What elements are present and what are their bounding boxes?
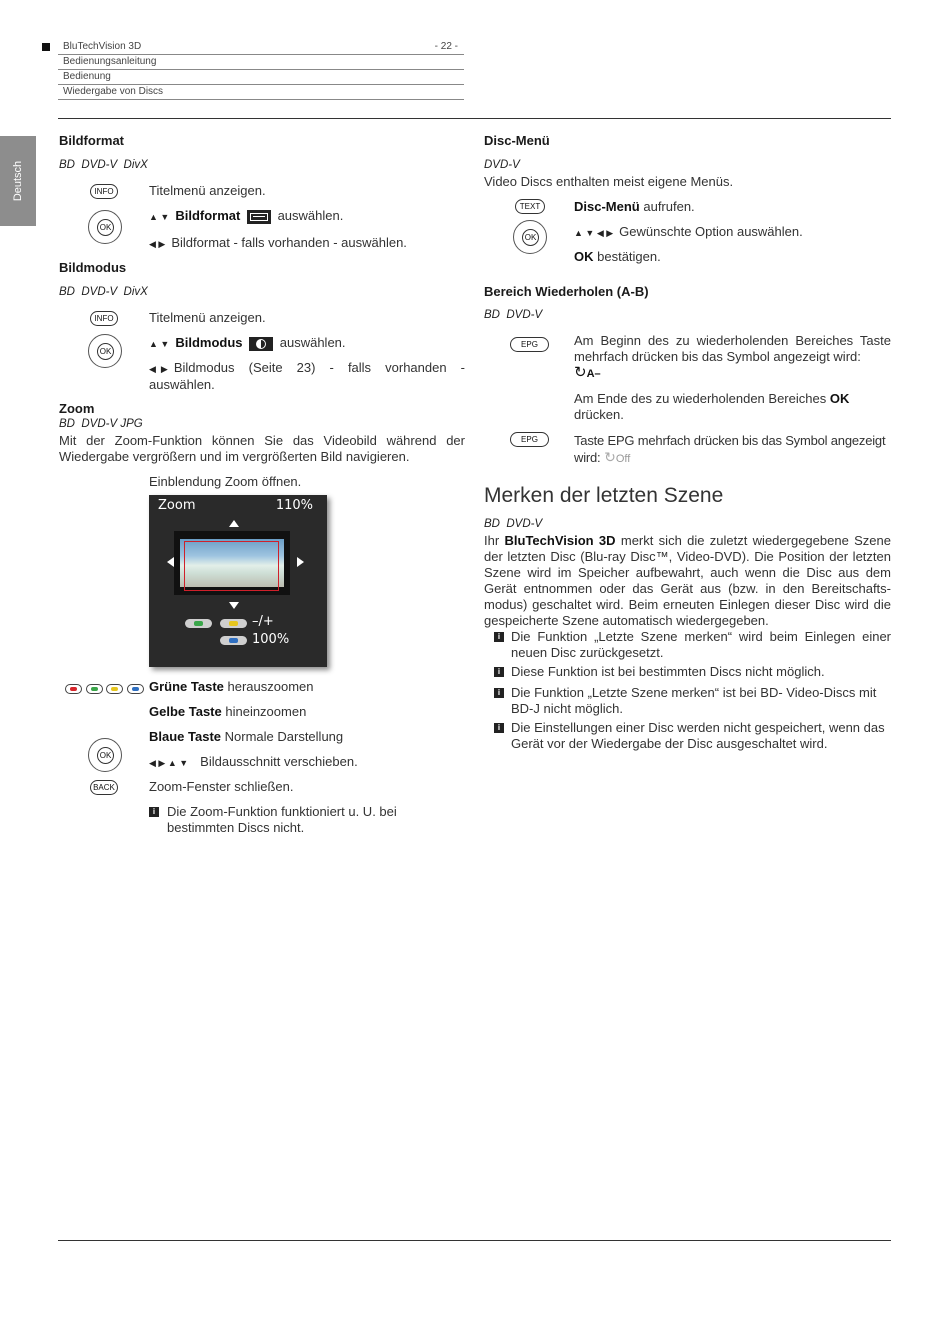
zoom-right-arrow-icon [297,557,304,567]
repeat-step2-pre: Am Ende des zu wiederholenden Bereiches [574,391,827,406]
repeat-step2-post: drücken. [574,407,624,422]
zoom-move-text: Bildausschnitt verschieben. [200,754,358,769]
discmenu-heading: Disc-Menü [484,133,550,148]
repeat-a-symbol: A– [586,368,601,380]
discmenu-step2 [574,224,803,241]
zoom-normal-percent: 100% [252,632,290,647]
bildformat-step1: Titelmenü anzeigen. [149,183,266,198]
bildformat-step3-text: Bildformat - falls vorhanden - auswählen. [171,235,407,250]
bildmodus-heading: Bildmodus [59,260,127,275]
ok-button-icon [513,220,547,254]
up-down-arrows-icon: ▲ ▼ [149,339,170,349]
header-manual: Bedienungsanleitung [58,55,464,70]
zoom-left-arrow-icon [167,557,174,567]
text-button: TEXT [515,199,545,214]
discmenu-step1 [574,199,695,215]
bildmodus-step3-text: Bildmodus (Seite 23) - falls vorhanden - auswählen. [149,360,465,392]
info-note-icon: i [494,667,504,677]
merken-note-2 [494,664,891,680]
zoom-selection-rectangle [184,541,279,591]
merken-note-4-text: Die Einstellungen einer Disc werden nicht gespeichert, wenn das Gerät vor der Wiedergabe der Disc ausgeschaltet wird. [511,720,885,751]
bildmodus-formats: BD DVD-V DivX [59,286,148,298]
merken-note-2-text: Diese Funktion ist bei bestimmten Discs nicht möglich. [511,664,825,679]
zoom-preview-frame [174,531,290,595]
zoom-close-step: Zoom-Fenster schließen. [149,779,294,794]
header-product-text: BluTechVision 3D [63,41,142,52]
bildmodus-step2 [149,335,346,352]
repeat-off-icon: ↻ [604,449,616,465]
header-section: Bedienung [58,70,464,85]
repeat-step2-bold: OK [829,391,850,406]
repeat-step1 [574,333,891,382]
merken-note-1-text: Die Funktion „Letzte Szene merken“ wird beim Einlegen einer neuen Disc zurückgesetzt. [511,629,891,660]
zoom-description: Mit der Zoom-Funktion können Sie das Videobild während der Wiedergabe vergrößern und im vergrößerten Bild navigieren. [59,433,465,464]
merken-note-4 [494,720,891,752]
zoom-up-arrow-icon [229,520,239,527]
language-tab [0,136,36,226]
discmenu-step3-rest: bestätigen. [597,249,661,264]
zoom-note [149,804,465,836]
merken-heading: Merken der letzten Szene [484,484,724,507]
merken-desc-post: merkt sich die zuletzt wiedergegebene Szene der letzten Disc (Blu-ray Disc™, Video-DVD). Die Position der letzten Szene wird im Speicher aufbewahrt, auch wenn die Disc aus dem Gerät entnommen oder das Gerät aus (bzw. in den Bereitschafts-modus) geschaltet wird. Beim erneuten Einlegen dieser Disc wird die gespeicherte Szene automatisch wiedergegeben. [484,533,891,628]
info-note-icon: i [494,632,504,642]
zoom-panel-title: Zoom [158,498,196,513]
discmenu-step3 [574,249,661,265]
zoom-note-text: Die Zoom-Funktion funktioniert u. U. bei bestimmten Discs nicht. [167,804,397,835]
left-right-arrows-icon: ◀ ▶ [149,239,166,249]
repeat-off-symbol: Off [615,453,631,465]
red-key-icon [65,684,82,694]
four-arrows-icon: ▲ ▼ ◀ ▶ [574,228,614,238]
bildmodus-step2-rest: auswählen. [279,335,346,350]
ok-button-icon [88,210,122,244]
repeat-heading: Bereich Wiederholen (A-B) [484,284,649,299]
discmenu-step1-bold: Disc-Menü [574,199,640,214]
bottom-divider [58,1240,891,1241]
zoom-blue-step [149,729,343,745]
discmenu-step1-rest: aufrufen. [643,199,695,214]
zoom-yellow-bold: Gelbe Taste [149,704,222,719]
language-tab-label: Deutsch [12,160,24,202]
zoom-minus-plus: –/+ [252,614,274,629]
bildformat-step2-bold: Bildformat [175,208,241,223]
discmenu-step3-bold: OK [574,249,594,264]
ok-label: OK [97,747,114,764]
repeat-step3-text: Taste EPG mehrfach drücken bis das Symbol angezeigt wird: [574,433,886,465]
info-button: INFO [90,311,118,326]
info-note-icon: i [494,688,504,698]
merken-note-3-text: Die Funktion „Letzte Szene merken“ ist bei BD- Video-Discs mit BD-J nicht möglich. [511,685,877,716]
zoom-blue-rest: Normale Darstellung [224,729,344,744]
zoom-panel-percent: 110% [275,498,313,513]
repeat-step2 [574,391,891,423]
back-button: BACK [90,780,118,795]
bildformat-step3 [149,235,407,252]
ok-label: OK [97,343,114,360]
repeat-step3 [574,433,891,467]
zoom-blue-bold: Blaue Taste [149,729,222,744]
bildmodus-step2-bold: Bildmodus [175,335,243,350]
ok-label: OK [522,229,539,246]
ok-label: OK [97,219,114,236]
discmenu-formats: DVD-V [484,159,520,171]
aspect-ratio-icon [247,210,271,224]
bildformat-step2-rest: auswählen. [277,208,344,223]
zoom-open-step: Einblendung Zoom öffnen. [149,474,302,489]
zoom-heading: Zoom [59,401,95,416]
zoom-green-key-icon [185,619,212,628]
four-arrows-icon: ◀ ▶ ▲ ▼ [149,758,189,768]
zoom-green-bold: Grüne Taste [149,679,224,694]
zoom-formats: BD DVD-V JPG [59,418,143,430]
discmenu-description: Video Discs enthalten meist eigene Menüs. [484,174,734,189]
page-number: - 22 - [434,41,458,52]
bildformat-formats: BD DVD-V DivX [59,159,148,171]
header-subsection: Wiedergabe von Discs [58,85,464,100]
top-divider [58,118,891,119]
bildformat-step2 [149,208,343,225]
bildformat-heading: Bildformat [59,133,124,148]
zoom-blue-key-icon [220,636,247,645]
discmenu-step2-text: Gewünschte Option auswählen. [619,224,803,239]
epg-button: EPG [510,337,549,352]
merken-desc-bold: BluTechVision 3D [504,533,616,548]
info-note-icon: i [149,807,159,817]
blue-key-icon [127,684,144,694]
repeat-icon: ↻ [574,364,587,381]
zoom-green-step [149,679,314,695]
green-key-icon [86,684,103,694]
ok-button-icon [88,738,122,772]
epg-button: EPG [510,432,549,447]
merken-note-3 [494,685,891,717]
picture-mode-icon [249,337,273,351]
zoom-green-rest: herauszoomen [227,679,314,694]
bildmodus-step1: Titelmenü anzeigen. [149,310,266,325]
yellow-key-icon [106,684,123,694]
info-button: INFO [90,184,118,199]
ok-button-icon [88,334,122,368]
up-down-arrows-icon: ▲ ▼ [149,212,170,222]
info-note-icon: i [494,723,504,733]
zoom-yellow-key-icon [220,619,247,628]
repeat-formats: BD DVD-V [484,309,543,321]
merken-desc-pre: Ihr [484,533,500,548]
merken-formats: BD DVD-V [484,518,543,530]
merken-description [484,533,891,629]
repeat-step1-text: Am Beginn des zu wiederholenden Bereiches Taste mehrfach drücken bis das Symbol angezeigt wird: [574,333,891,364]
zoom-yellow-rest: hineinzoomen [225,704,307,719]
header-bullet [42,43,50,51]
zoom-move-step [149,754,358,771]
left-right-arrows-icon: ◀ ▶ [149,364,168,374]
bildmodus-step3 [149,360,465,393]
zoom-yellow-step [149,704,306,720]
zoom-down-arrow-icon [229,602,239,609]
zoom-panel [149,495,327,667]
header-product [58,40,464,55]
merken-note-1 [494,629,891,661]
